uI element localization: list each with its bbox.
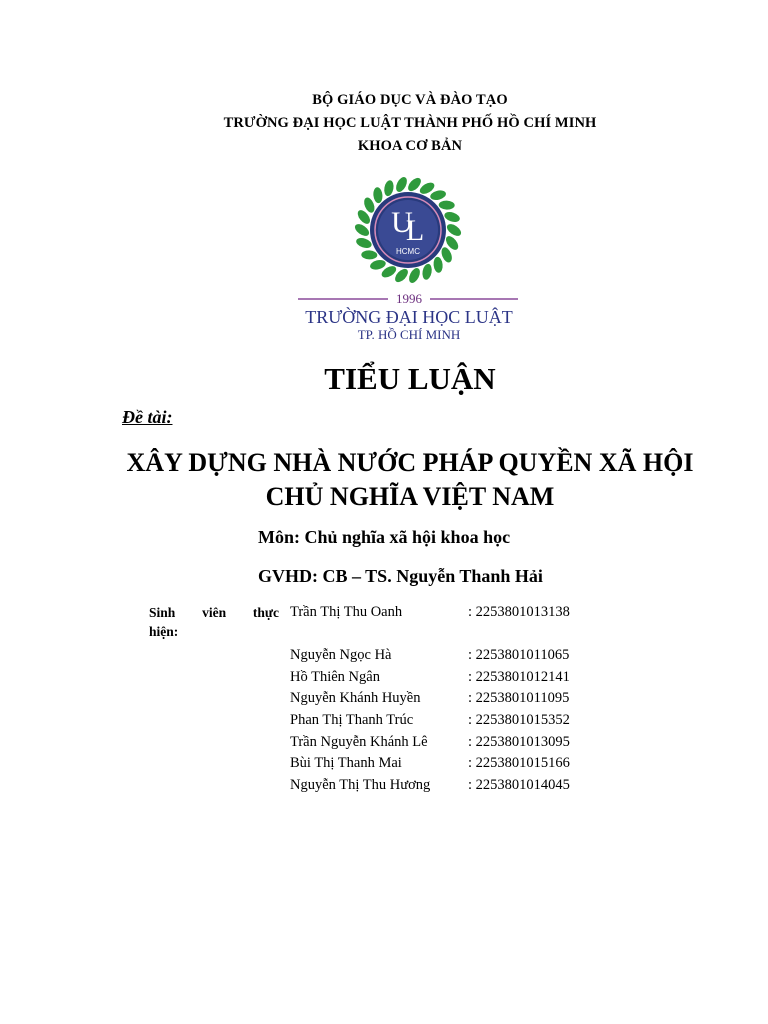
laurel-leaf (383, 180, 395, 197)
laurel-leaf (443, 210, 461, 224)
subject-line: Môn: Chủ nghĩa xã hội khoa học (258, 527, 511, 547)
logo-name-line2: TP. HỒ CHÍ MINH (357, 327, 461, 342)
topic-label: Đề tài: (122, 407, 173, 427)
student-row (290, 777, 610, 799)
essay-title: TIỂU LUẬN (324, 361, 496, 396)
students-label-word: viên (202, 605, 227, 620)
ministry-heading: BỘ GIÁO DỤC VÀ ĐÀO TẠO (312, 92, 508, 108)
university-heading: TRƯỜNG ĐẠI HỌC LUẬT THÀNH PHỐ HỒ CHÍ MINH (223, 115, 597, 131)
student-list (290, 604, 610, 799)
logo-monogram-l: L (405, 214, 425, 247)
student-row (290, 647, 610, 669)
laurel-leaf (353, 222, 371, 239)
student-name: Nguyễn Thị Thu Hương (290, 777, 431, 794)
student-id: : 2253801015166 (468, 755, 570, 772)
advisor-line: GVHD: CB – TS. Nguyễn Thanh Hải (258, 566, 543, 586)
student-id: : 2253801012141 (468, 668, 570, 685)
laurel-leaf (369, 258, 387, 271)
student-row (290, 690, 610, 712)
student-name: Trần Thị Thu Oanh (290, 604, 403, 620)
students-label-line2: hiện: (149, 624, 179, 639)
student-row (290, 669, 610, 691)
laurel-leaf (394, 175, 409, 193)
logo-name-line1: TRƯỜNG ĐẠI HỌC LUẬT (305, 307, 513, 327)
student-name: Hồ Thiên Ngân (290, 668, 380, 685)
student-name: Bùi Thị Thanh Mai (290, 755, 402, 772)
topic-title (0, 446, 768, 514)
topic-line-1: XÂY DỰNG NHÀ NƯỚC PHÁP QUYỀN XÃ HỘI (126, 448, 694, 477)
logo-monogram-u: U (391, 206, 413, 239)
student-id: : 2253801015352 (468, 712, 570, 729)
student-name: Nguyễn Khánh Huyền (290, 690, 421, 707)
laurel-leaf (439, 200, 455, 210)
laurel-leaf (445, 222, 463, 239)
laurel-leaf (429, 189, 447, 202)
laurel-leaf (373, 187, 384, 204)
students-label-word: Sinh (149, 605, 176, 620)
faculty-heading: KHOA CƠ BẢN (357, 138, 463, 154)
student-name: Phan Thị Thanh Trúc (290, 712, 414, 729)
student-id: : 2253801011065 (468, 647, 570, 663)
student-name: Nguyễn Ngọc Hà (290, 647, 392, 663)
laurel-leaf (361, 250, 377, 260)
student-id: : 2253801011095 (468, 690, 570, 707)
topic-line-2: CHỦ NGHĨA VIỆT NAM (265, 482, 555, 511)
laurel-leaf (433, 256, 444, 273)
student-id: : 2253801013138 (468, 604, 570, 620)
laurel-leaf (355, 236, 373, 250)
student-name: Trần Nguyễn Khánh Lê (290, 733, 428, 750)
student-row (290, 604, 610, 647)
students-label-word: thực (252, 605, 279, 620)
logo-year: 1996 (396, 291, 422, 306)
laurel-leaf (407, 266, 422, 284)
laurel-leaf (421, 263, 433, 280)
student-row (290, 734, 610, 756)
logo-city-abbr: HCMC (396, 247, 420, 256)
student-row (290, 712, 610, 734)
student-id: : 2253801013095 (468, 733, 570, 750)
university-logo (296, 172, 520, 347)
student-row (290, 755, 610, 777)
student-id: : 2253801014045 (468, 777, 570, 794)
students-label (149, 603, 279, 641)
